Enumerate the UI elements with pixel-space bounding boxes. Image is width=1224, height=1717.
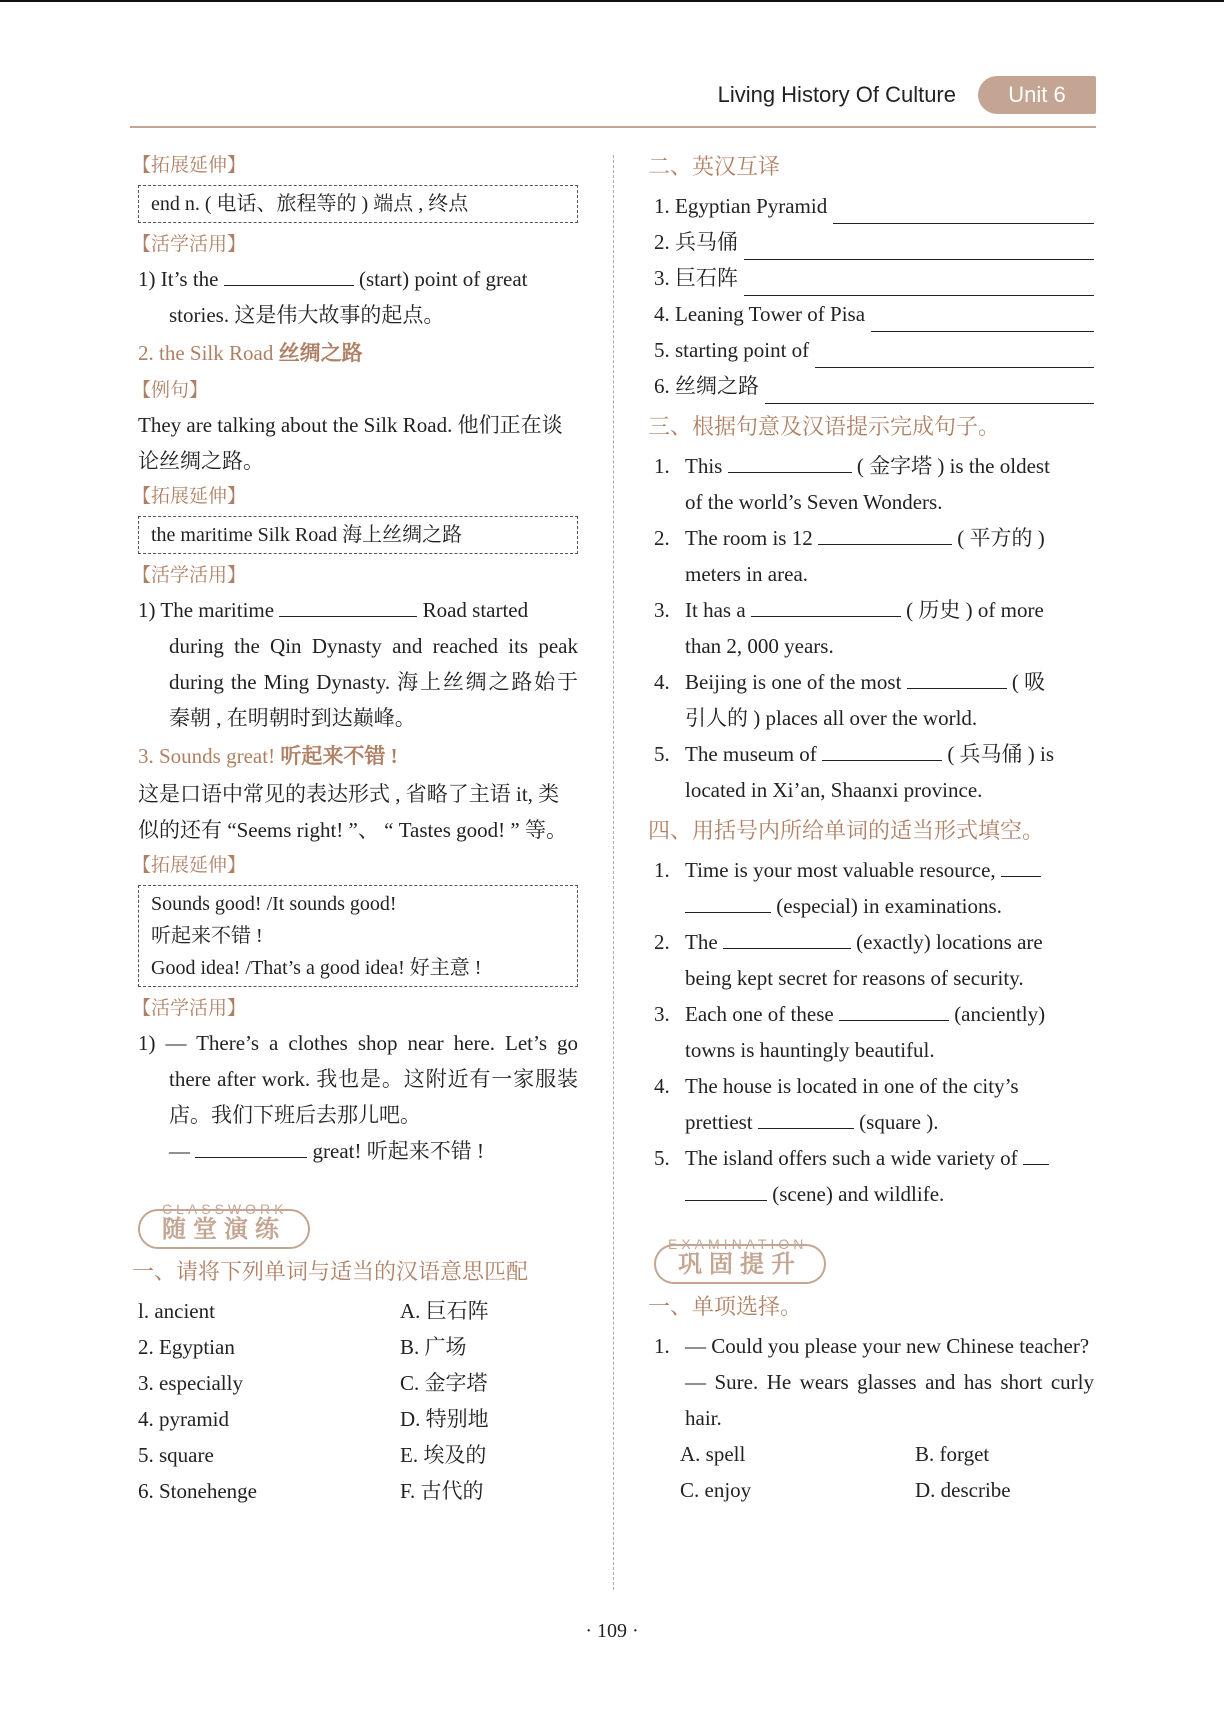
heading-en: 3. Sounds great! (138, 744, 276, 768)
text: (start) point of great (358, 267, 528, 291)
usage-note: 这是口语中常见的表达形式 , 省略了主语 it, 类似的还有 “Seems right! ”、 “ Tastes good! ” 等。 (138, 782, 567, 842)
tag-extension: 【拓展延伸】 (132, 485, 247, 507)
section-heading: 一、请将下列单词与适当的汉语意思匹配 (132, 1260, 529, 1285)
tag-practice: 【活学活用】 (132, 564, 247, 586)
answer-blank[interactable] (815, 341, 1094, 368)
extension-box: the maritime Silk Road 海上丝绸之路 (138, 516, 578, 554)
answer-blank[interactable] (833, 197, 1094, 224)
practice-item-cont: stories. 这是伟大故事的起点。 (169, 303, 445, 327)
tag-example: 【例句】 (132, 379, 209, 401)
translation-prompt: 3. 巨石阵 (654, 266, 738, 290)
translation-list (654, 188, 1094, 404)
text: being kept secret for reasons of security. (685, 966, 1024, 990)
point-heading (138, 333, 578, 373)
match-word: 2. Egyptian (138, 1335, 235, 1359)
choice-option[interactable]: B. forget (915, 1442, 990, 1466)
text: ( 平方的 ) (957, 526, 1045, 550)
header-title: Living History Of Culture (717, 82, 956, 107)
match-word: 3. especially (138, 1371, 243, 1395)
text: ( 历史 ) of more (906, 598, 1044, 622)
text: The museum of (685, 742, 817, 766)
badge-cn: 随堂演练 (138, 1209, 310, 1249)
text: (anciently) (954, 1002, 1046, 1026)
answer-blank[interactable] (195, 1135, 307, 1158)
text: Road started (422, 598, 529, 622)
tag-extension: 【拓展延伸】 (132, 854, 247, 876)
question-item: 4. The house is located in one of the city’s prettiest (square ). (654, 1074, 1019, 1134)
page-header (130, 76, 1096, 128)
translation-prompt: 5. starting point of (654, 338, 810, 362)
badge-en: CLASSWORK (162, 1201, 288, 1217)
answer-blank[interactable] (871, 305, 1094, 332)
text: located in Xi’an, Shaanxi province. (685, 778, 983, 802)
question-item: 4. Beijing is one of the most ( 吸 引人的 ) places all over the world. (654, 664, 1094, 736)
text: (scene) and wildlife. (772, 1182, 945, 1206)
translation-item (654, 188, 1094, 224)
text: This (685, 454, 723, 478)
question-item: 2. The (exactly) locations are being kept secret for reasons of security. (654, 924, 1094, 996)
answer-blank-cont[interactable] (685, 1178, 767, 1201)
text: Each one of these (685, 1002, 834, 1026)
answer-blank[interactable] (744, 233, 1094, 260)
examination-badge (654, 1226, 1094, 1288)
text: The island offers such a wide variety of (685, 1146, 1018, 1170)
text: (exactly) locations are (856, 930, 1043, 954)
text: 引人的 ) places all over the world. (685, 706, 978, 730)
question-item: 1. This ( 金字塔 ) is the oldest of the world’s Seven Wonders. (654, 448, 1094, 520)
text: ( 吸 (1011, 670, 1046, 694)
question-item: 2. The room is 12 ( 平方的 ) meters in area. (654, 520, 1094, 592)
unit-badge: Unit 6 (978, 76, 1096, 114)
text: Beijing is one of the most (685, 670, 902, 694)
badge-cn: 巩固提升 (654, 1244, 826, 1284)
translation-prompt: 4. Leaning Tower of Pisa (654, 302, 866, 326)
practice-item (138, 592, 578, 628)
answer-blank[interactable] (765, 377, 1094, 404)
text: The house is located in one of the city’s (685, 1074, 1019, 1098)
text: The room is 12 (685, 526, 813, 550)
translation-item (654, 224, 1094, 260)
section-heading: 三、根据句意及汉语提示完成句子。 (648, 415, 1001, 440)
heading-cn: 听起来不错 ! (280, 744, 398, 768)
answer-blank[interactable] (279, 594, 417, 617)
text: — (169, 1139, 190, 1163)
box-line: 听起来不错 ! (151, 925, 263, 947)
column-divider (613, 155, 614, 1590)
translation-item (654, 332, 1094, 368)
practice-item-cont: during the Qin Dynasty and reached its peak during the Ming Dynasty. 海上丝绸之路始于秦朝 , 在明朝时到达巅峰。 (169, 634, 578, 730)
text: (especial) in examinations. (776, 894, 1002, 918)
text: towns is hauntingly beautiful. (685, 1038, 935, 1062)
match-word: l. ancient (138, 1299, 215, 1323)
translation-prompt: 2. 兵马俑 (654, 230, 738, 254)
question-item: 3. It has a ( 历史 ) of more than 2, 000 years. (654, 592, 1094, 664)
example-sentence: They are talking about the Silk Road. 他们正在谈论丝绸之路。 (138, 413, 563, 473)
heading-en: 2. the Silk Road (138, 341, 274, 365)
classwork-badge (138, 1191, 578, 1253)
answer-blank[interactable] (744, 269, 1094, 296)
text: meters in area. (685, 562, 809, 586)
text: 1) The maritime (138, 598, 275, 622)
badge-en: EXAMINATION (668, 1236, 808, 1252)
top-border (0, 0, 1224, 2)
match-word: 5. square (138, 1443, 214, 1467)
text: — Could you please your new Chinese teacher? (685, 1334, 1090, 1358)
match-meaning: D. 特别地 (400, 1407, 489, 1431)
answer-blank[interactable] (839, 998, 949, 1021)
point-heading (138, 736, 578, 776)
match-meaning: E. 埃及的 (400, 1443, 487, 1467)
match-word: 4. pyramid (138, 1407, 229, 1431)
translation-prompt: 6. 丝绸之路 (654, 374, 759, 398)
practice-item: 1) — There’s a clothes shop near here. Let’s go there after work. 我也是。这附近有一家服装店。我们下班后去那儿吧。 (138, 1031, 578, 1127)
choice-option[interactable]: A. spell (680, 1442, 746, 1466)
answer-blank[interactable] (728, 450, 852, 473)
match-meaning: B. 广场 (400, 1335, 467, 1359)
answer-blank[interactable] (818, 522, 952, 545)
answer-blank-cont[interactable] (685, 890, 771, 913)
translation-item (654, 368, 1094, 404)
tag-practice: 【活学活用】 (132, 233, 247, 255)
tag-practice: 【活学活用】 (132, 997, 247, 1019)
box-line: Sounds good! /It sounds good! (151, 893, 397, 915)
page-number: · 109 · (585, 1620, 639, 1642)
extension-box: end n. ( 电话、旅程等的 ) 端点 , 终点 (138, 185, 578, 223)
answer-blank[interactable] (224, 263, 354, 286)
right-column (648, 148, 1094, 1508)
header-rule (130, 126, 1096, 128)
answer-blank[interactable] (1023, 1142, 1049, 1165)
question-item: 3. Each one of these (anciently) towns is hauntingly beautiful. (654, 996, 1094, 1068)
choice-option[interactable]: C. enjoy (680, 1478, 752, 1502)
text: — Sure. He wears glasses and has short curly hair. (685, 1370, 1094, 1430)
match-word: 6. Stonehenge (138, 1479, 257, 1503)
answer-blank[interactable] (907, 666, 1007, 689)
match-meaning: A. 巨石阵 (400, 1299, 489, 1323)
answer-blank[interactable] (822, 738, 942, 761)
question-item: 1. Time is your most valuable resource, (especial) in examinations. (654, 852, 1094, 924)
text: (square ). (859, 1110, 939, 1134)
practice-item (138, 261, 578, 297)
text: great! 听起来不错 ! (312, 1139, 484, 1163)
left-column (132, 148, 578, 1509)
text: ( 兵马俑 ) is (947, 742, 1055, 766)
heading-cn: 丝绸之路 (278, 341, 363, 365)
question-item: 1. — Could you please your new Chinese teacher? — Sure. He wears glasses and has short curly hair. (654, 1334, 1094, 1430)
match-meaning: F. 古代的 (400, 1479, 484, 1503)
translation-item (654, 296, 1094, 332)
choice-option[interactable]: D. describe (915, 1478, 1011, 1502)
section-heading: 四、用括号内所给单词的适当形式填空。 (648, 819, 1045, 844)
tag-extension: 【拓展延伸】 (132, 154, 247, 176)
translation-prompt: 1. Egyptian Pyramid (654, 194, 828, 218)
question-item: 5. The museum of ( 兵马俑 ) is located in Xi’an, Shaanxi province. (654, 736, 1094, 808)
answer-blank[interactable] (723, 926, 851, 949)
answer-blank[interactable] (751, 594, 901, 617)
extension-box (138, 885, 578, 987)
text: 1) It’s the (138, 267, 219, 291)
match-meaning: C. 金字塔 (400, 1371, 488, 1395)
translation-item (654, 260, 1094, 296)
question-item: 5. The island offers such a wide variety of (scene) and wildlife. (654, 1140, 1094, 1212)
practice-item-cont (138, 1133, 578, 1169)
text: The (685, 930, 718, 954)
answer-blank[interactable] (1001, 854, 1041, 877)
text: of the world’s Seven Wonders. (685, 490, 943, 514)
choice-options (654, 1436, 1094, 1508)
box-line: Good idea! /That’s a good idea! 好主意 ! (151, 957, 482, 979)
match-list (138, 1293, 578, 1509)
section-heading: 二、英汉互译 (648, 155, 781, 180)
text: prettiest (685, 1110, 753, 1134)
answer-blank[interactable] (758, 1106, 854, 1129)
section-heading: 一、单项选择。 (648, 1295, 803, 1320)
text: Time is your most valuable resource, (685, 858, 996, 882)
text: than 2, 000 years. (685, 634, 834, 658)
text: ( 金字塔 ) is the oldest (856, 454, 1050, 478)
text: It has a (685, 598, 746, 622)
